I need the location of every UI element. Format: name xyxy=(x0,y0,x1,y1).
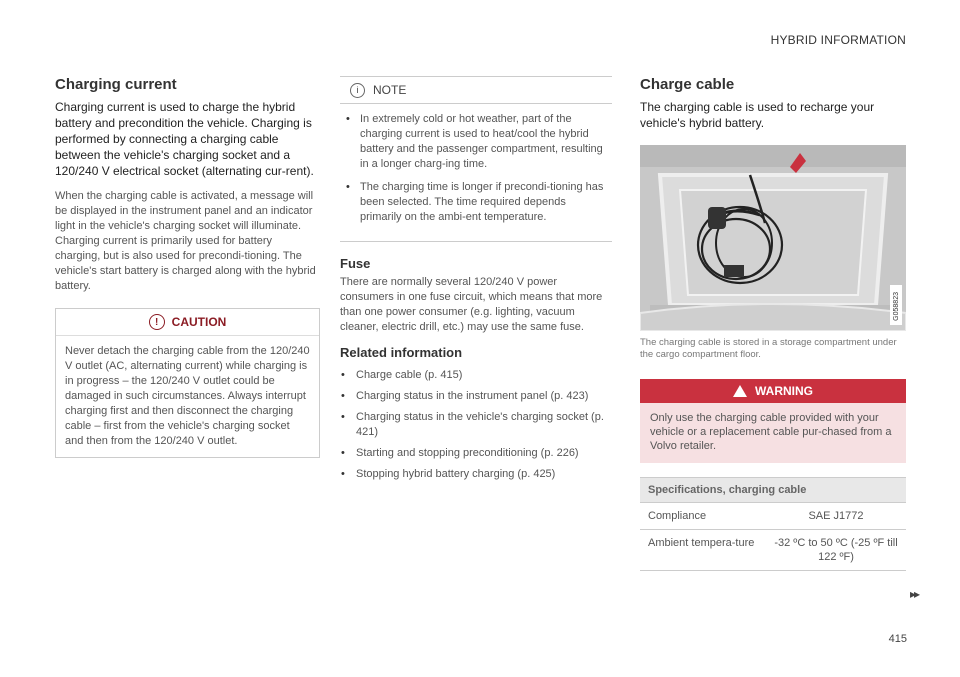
page-number: 415 xyxy=(888,633,907,645)
note-header xyxy=(340,77,612,104)
spec-value: -32 ºC to 50 ºC (-25 ºF till 122 ºF) xyxy=(766,530,906,571)
note-item: • In extremely cold or hot weather, part of the charging current is used to heat/cool the hybrid battery and the passenger compartment, resulting in a longer charg-ing time. xyxy=(340,112,604,172)
note-item: • The charging time is longer if precondi-tioning has been selected. The time required depends primarily on the ambi-ent temperature. xyxy=(340,180,604,225)
cargo-compartment-illustration xyxy=(640,145,906,331)
table-row xyxy=(640,530,906,571)
related-link-charging-status-socket[interactable]: • Charging status in the vehicle's charging socket (p. 421) xyxy=(340,410,612,440)
caution-body: Never detach the charging cable from the 120/240 V outlet (AC, alternating current) while charging is in progress – the 120/240 V outlet could be damaged in such circumstances. Always interrupt charging first and then disconnect the charging cable – first from the vehicle's charging socket and then from the 120/240 V outlet. xyxy=(65,345,310,447)
section-title-charge-cable: Charge cable xyxy=(640,76,735,93)
caution-box xyxy=(55,308,320,458)
fuse-body: There are normally several 120/240 V power consumers in one fuse circuit, which means that more than one power consumer (e.g. lighting, vacuum cleaner, electric drill, etc.) may use the same fuse. xyxy=(340,276,603,333)
image-caption: The charging cable is stored in a storage compartment under the cargo compartment floor. xyxy=(640,337,897,360)
charging-current-lead: Charging current is used to charge the hybrid battery and precondition the vehicle. Charging is performed by connecting a charging cable between the vehicle's charging socket and a 120/240 V electrical socket (alternating cur-rent). xyxy=(55,100,314,178)
section-title-related: Related information xyxy=(340,345,463,360)
related-list xyxy=(340,364,612,482)
note-list xyxy=(340,104,612,241)
warning-header xyxy=(640,379,906,403)
table-row xyxy=(640,503,906,530)
image-code: G058823 xyxy=(893,292,900,321)
warning-icon xyxy=(733,385,747,397)
continue-arrows-icon: ▸▸ xyxy=(909,587,918,601)
info-icon: i xyxy=(350,83,365,98)
note-title: NOTE xyxy=(373,83,407,97)
column-charging-current xyxy=(55,76,320,458)
related-link-charging-status-instrument[interactable]: • Charging status in the instrument panel (p. 423) xyxy=(340,389,612,404)
column-note-fuse xyxy=(340,76,612,488)
spec-table xyxy=(640,477,906,571)
section-title-fuse: Fuse xyxy=(340,256,371,271)
running-header: HYBRID INFORMATION xyxy=(770,33,906,47)
warning-box xyxy=(640,379,906,463)
warning-body: Only use the charging cable provided with your vehicle or a replacement cable pur-chased from a Volvo retailer. xyxy=(650,412,892,452)
warning-title: WARNING xyxy=(755,384,813,398)
charging-current-body: When the charging cable is activated, a message will be displayed in the instrument panel and an indicator light in the vehicle's charging socket will illuminate. Charging current is primarily used for battery charging, but is also used for precondi-tioning. The vehicle's start battery is charged along with the hybrid battery. xyxy=(55,190,316,292)
spec-value: SAE J1772 xyxy=(766,503,906,530)
related-link-stop-charging[interactable]: • Stopping hybrid battery charging (p. 425) xyxy=(340,467,612,482)
related-link-preconditioning[interactable]: • Starting and stopping preconditioning (p. 226) xyxy=(340,446,612,461)
related-information xyxy=(340,345,612,482)
charge-cable-lead: The charging cable is used to recharge your vehicle's hybrid battery. xyxy=(640,100,875,130)
section-title-charging-current: Charging current xyxy=(55,76,177,93)
spec-table-title: Specifications, charging cable xyxy=(640,478,906,503)
spec-label: Compliance xyxy=(640,503,766,530)
related-link-charge-cable[interactable]: • Charge cable (p. 415) xyxy=(340,368,612,383)
caution-title: CAUTION xyxy=(171,315,227,329)
caution-icon: ! xyxy=(149,314,165,330)
column-charge-cable xyxy=(640,76,906,571)
caution-header xyxy=(56,309,319,336)
note-box xyxy=(340,76,612,242)
charging-cable-storage-drawing xyxy=(640,145,906,331)
spec-label: Ambient tempera-ture xyxy=(640,530,766,571)
